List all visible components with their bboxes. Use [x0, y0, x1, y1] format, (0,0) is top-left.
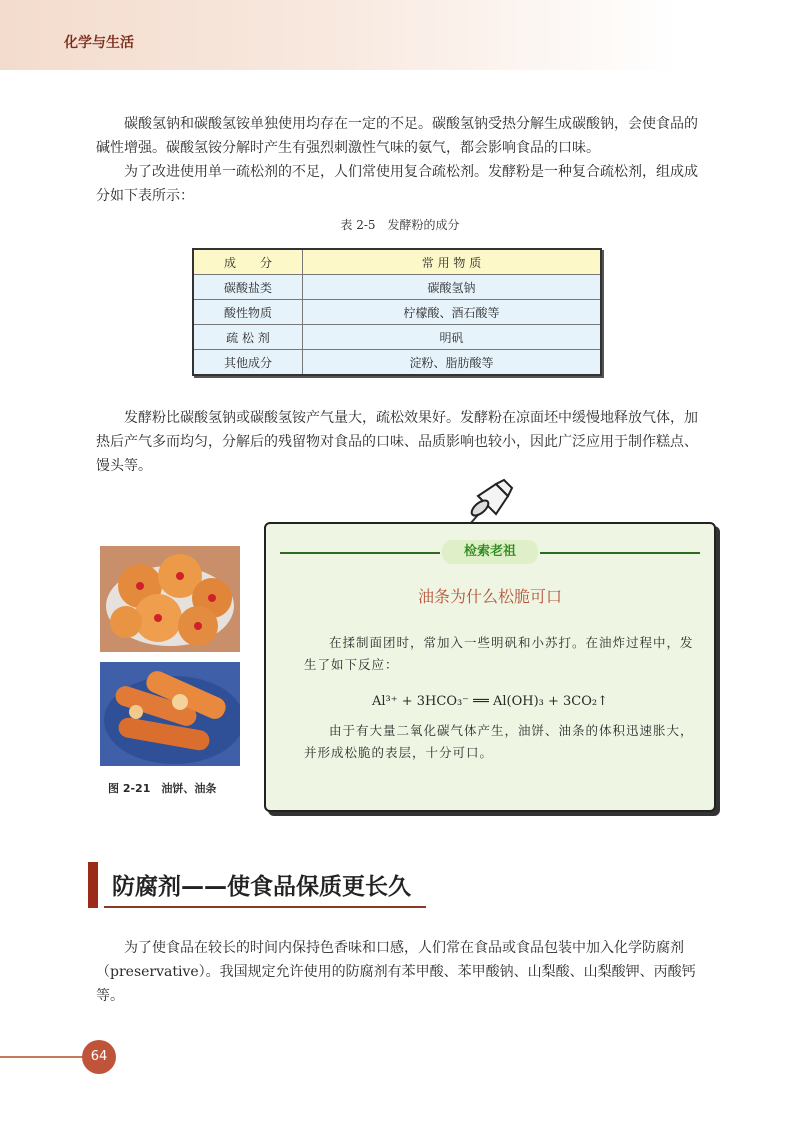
box-rule-right — [540, 552, 700, 554]
table-cell: 酸性物质 — [193, 300, 303, 325]
table-row — [193, 300, 601, 325]
figure-caption: 图 2-21 油饼、油条 — [108, 782, 217, 795]
section-accent-bar — [88, 862, 98, 908]
info-box — [264, 522, 716, 812]
table-cell: 碳酸盐类 — [193, 275, 303, 300]
table-row — [193, 350, 601, 376]
photo-youbing — [100, 546, 240, 652]
table-header-row — [193, 249, 601, 275]
table-cell: 淀粉、脂肪酸等 — [303, 350, 602, 376]
chemical-equation: Al³⁺ + 3HCO₃⁻ ══ Al(OH)₃ + 3CO₂↑ — [371, 694, 608, 709]
paragraph-2: 为了改进使用单一疏松剂的不足，人们常使用复合疏松剂。发酵粉是一种复合疏松剂，组成成分如下表所示： — [96, 164, 698, 204]
box-text-2: 由于有大量二氧化碳气体产生，油饼、油条的体积迅速胀大，并形成松脆的表层，十分可口。 — [304, 723, 694, 760]
running-header: 化学与生活 — [64, 35, 134, 51]
box-rule-left — [280, 552, 440, 554]
photo-youtiao — [100, 662, 240, 766]
section-title: 防腐剂——使食品保质更长久 — [112, 874, 411, 900]
table-cell: 明矾 — [303, 325, 602, 350]
section-underline — [104, 906, 426, 908]
box-title: 油条为什么松脆可口 — [417, 587, 562, 606]
table-caption: 表 2-5 发酵粉的成分 — [340, 218, 460, 232]
paragraph-3: 发酵粉比碳酸氢钠或碳酸氢铵产气量大，疏松效果好。发酵粉在凉面坯中缓慢地释放气体，加热后产气多而均匀，分解后的残留物对食品的口味、品质影响也较小，因此广泛应用于制作糕点、馒头等。 — [96, 410, 698, 474]
composition-table — [192, 248, 602, 376]
page-number-badge: 64 — [82, 1040, 116, 1074]
table-cell: 疏 松 剂 — [193, 325, 303, 350]
table-cell: 其他成分 — [193, 350, 303, 376]
table-cell: 碳酸氢钠 — [303, 275, 602, 300]
table-header-cell: 成 分 — [193, 249, 303, 275]
table-row — [193, 275, 601, 300]
box-text-1: 在揉制面团时，常加入一些明矾和小苏打。在油炸过程中，发生了如下反应： — [304, 635, 694, 672]
section-paragraph: 为了使食品在较长的时间内保持色香味和口感，人们常在食品或食品包装中加入化学防腐剂（preservative）。我国规定允许使用的防腐剂有苯甲酸、苯甲酸钠、山梨酸、山梨酸钾、丙酸钙等。 — [96, 940, 696, 1004]
box-heading: 检索老祖 — [442, 540, 538, 564]
table-header-cell: 常 用 物 质 — [303, 249, 602, 275]
paragraph-1: 碳酸氢钠和碳酸氢铵单独使用均存在一定的不足。碳酸氢钠受热分解生成碳酸钠，会使食品的碱性增强。碳酸氢铵分解时产生有强烈刺激性气味的氨气，都会影响食品的口味。 — [96, 116, 698, 156]
table-row — [193, 325, 601, 350]
table-cell: 柠檬酸、酒石酸等 — [303, 300, 602, 325]
